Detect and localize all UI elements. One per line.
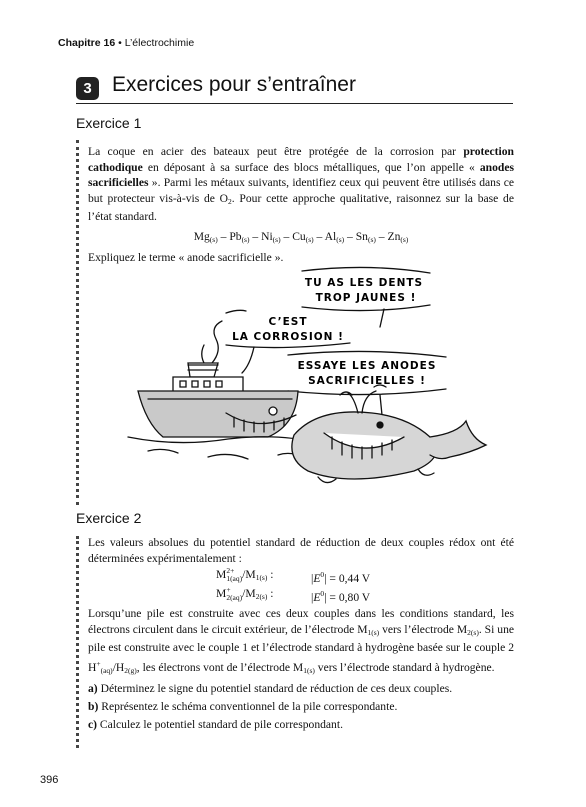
running-header: Chapitre 16 • L’électrochimie (58, 37, 195, 49)
section-number-badge: 3 (76, 77, 99, 100)
bubble-2-line-2: LA CORROSION ! (232, 331, 344, 343)
question-c: c) Calculez le potentiel standard de pile correspondant. (88, 717, 343, 731)
couple-1-value: $|E^0| = 0,44$ V (311, 570, 371, 586)
exercise-2-intro: Les valeurs absolues du potentiel standard de réduction de deux couples rédox ont été déterminées expérimentalement : (88, 536, 514, 565)
exercise-2-title: Exercice 2 (76, 510, 142, 526)
bubble-3-tail (380, 395, 382, 415)
chapter-label: Chapitre 16 (58, 37, 116, 49)
couple-2-value: $|E^0| = 0,80$ V (311, 589, 371, 605)
question-b: b) Représentez le schéma conventionnel de la pile correspondante. (88, 700, 398, 714)
bubble-3-line-2: SACRIFICIELLES ! (308, 375, 426, 387)
bubble-2-line-1: C’EST (268, 316, 308, 328)
redox-couples (88, 566, 514, 606)
section-rule (76, 103, 513, 104)
page-number: 396 (40, 774, 59, 786)
bubble-top-stroke (302, 267, 430, 273)
exercise-1-body (88, 144, 514, 265)
chapter-title: L’électrochimie (124, 37, 195, 49)
bubble-3-line-1: ESSAYE LES ANODES (297, 360, 437, 372)
metal-list: $Mg_{(s)} - Pb_{(s)} - Ni_{(s)} - Cu_{(s)} - Al_{(s)} - Sn_{(s)} - Zn_{(s)}$ (193, 229, 409, 244)
question-a: a) Déterminez le signe du potentiel standard de réduction de ces deux couples. (88, 682, 453, 696)
exercise-1-margin-dots (76, 140, 81, 505)
bubble-1-line-2: TROP JAUNES ! (315, 292, 417, 304)
section-title: Exercices pour s’entraîner (112, 73, 356, 96)
couple-2: M + 2(aq) $/M_{2(s)}$ : (216, 585, 274, 603)
bubble-1-line-1: TU AS LES DENTS (304, 277, 424, 289)
couple-1: M 2+ 1(aq) $/M_{1(s)}$ : (216, 566, 274, 584)
exercise-2-statement: Lorsqu’une pile est construite avec ces deux couples dans les conditions standard, les électrons circulent dans le circuit extérieur, de l’électrode $M_{1(s)}$ vers l’électrode $M_{2(s)}$. Si une pile est construite avec le couple 1 et l’électrode standard à hydrogène basée sur le couple 2 $H^+_{(aq)}/H_{2(g)}$, les électrons vont de l’électrode $M_{1(s)}$ vers l’électrode standard à hydrogène. (88, 607, 515, 675)
exercise-1-title: Exercice 1 (76, 115, 142, 131)
exercise-2-body (88, 535, 514, 732)
cartoon-illustration (118, 265, 518, 495)
exercise-1-question: Expliquez le terme « anode sacrificielle ». (88, 250, 284, 264)
bubble-2-tail (242, 347, 254, 373)
exercise-2-margin-dots (76, 536, 81, 748)
bubble-1-tail (380, 309, 384, 327)
exercise-1-statement: La coque en acier des bateaux peut être protégée de la corrosion par protection cathodique en déposant à sa surface des blocs métalliques, que l’on appelle « anodes sacrificielles ». Parmi les métaux suivants, identifiez ceux qui peuvent être utilisés dans ce but protecteur vis-à-vis de $O_2$. Pour cette approche qualitative, raisonnez sur la base de l’état standard. (88, 145, 514, 224)
